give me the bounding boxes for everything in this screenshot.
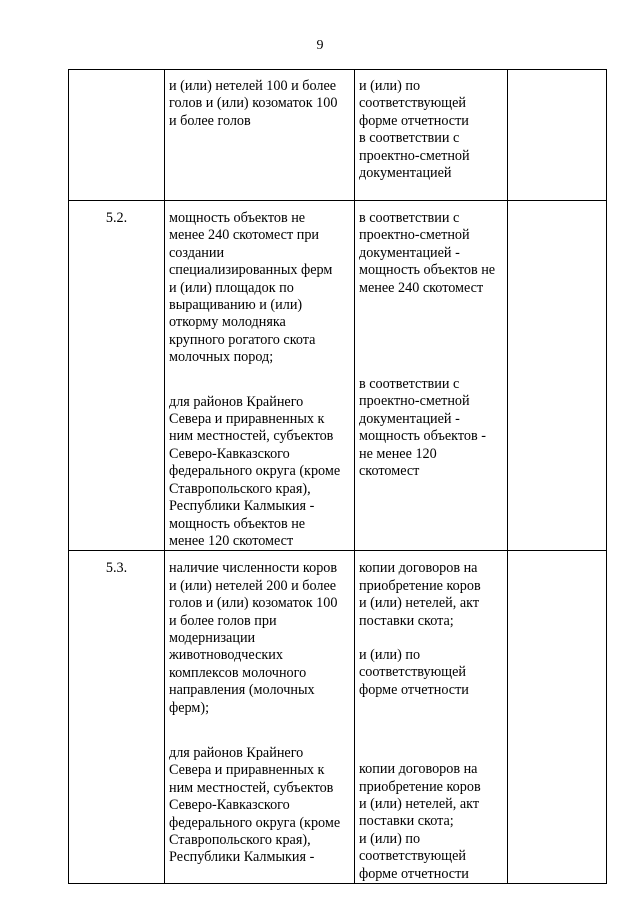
criteria-cell [165, 201, 355, 551]
documents-cell [355, 551, 508, 884]
table-row [69, 551, 607, 884]
criteria-text: для районов Крайнего Севера и приравненных к ним местностей, субъектов Северо-Кавказского федерального округа (кроме Ставропольского края), Республики Калмыкия - [169, 744, 341, 866]
criteria-table [68, 69, 607, 884]
documents-text: копии договоров на приобретение коров и (или) нетелей, акт поставки скота; и (или) по соответствующей форме отчетности [359, 761, 481, 882]
documents-text: и (или) по соответствующей форме отчетности в соответствии с проектно-сметной документацией [359, 78, 470, 182]
item-number-cell [69, 70, 165, 201]
criteria-text: мощность объектов не менее 240 скотомест при создании специализированных ферм и (или) площадок по выращиванию и (или) откорму молодняка крупного рогатого скота молочных пород; [169, 210, 333, 366]
criteria-text: и (или) нетелей 100 и более голов и (или) козоматок 100 и более голов [169, 78, 338, 129]
criteria-cell [165, 551, 355, 884]
empty-cell [508, 201, 607, 551]
criteria-text: наличие численности коров и (или) нетелей 200 и более голов и (или) козоматок 100 и более голов при модернизации животноводческих комплексов молочного направления (молочных ферм); [169, 560, 338, 716]
documents-text: и (или) по соответствующей форме отчетности [359, 646, 469, 698]
documents-cell [355, 70, 508, 201]
item-number-cell: 5.3. [69, 551, 165, 884]
empty-cell [508, 70, 607, 201]
criteria-cell [165, 70, 355, 201]
page-number: 9 [316, 38, 324, 53]
documents-text: копии договоров на приобретение коров и (или) нетелей, акт поставки скота; [359, 560, 481, 629]
empty-cell [508, 551, 607, 884]
documents-text: в соответствии с проектно-сметной документацией - мощность объектов - не менее 120 скотомест [359, 376, 486, 480]
table-row [69, 201, 607, 551]
criteria-text: для районов Крайнего Севера и приравненных к ним местностей, субъектов Северо-Кавказского федерального округа (кроме Ставропольского края), Республики Калмыкия - мощность объектов не менее 120 скотомест [169, 393, 341, 549]
documents-cell [355, 201, 508, 551]
table-row [69, 70, 607, 201]
documents-text: в соответствии с проектно-сметной документацией - мощность объектов не менее 240 скотомест [359, 210, 496, 296]
item-number-cell: 5.2. [69, 201, 165, 551]
